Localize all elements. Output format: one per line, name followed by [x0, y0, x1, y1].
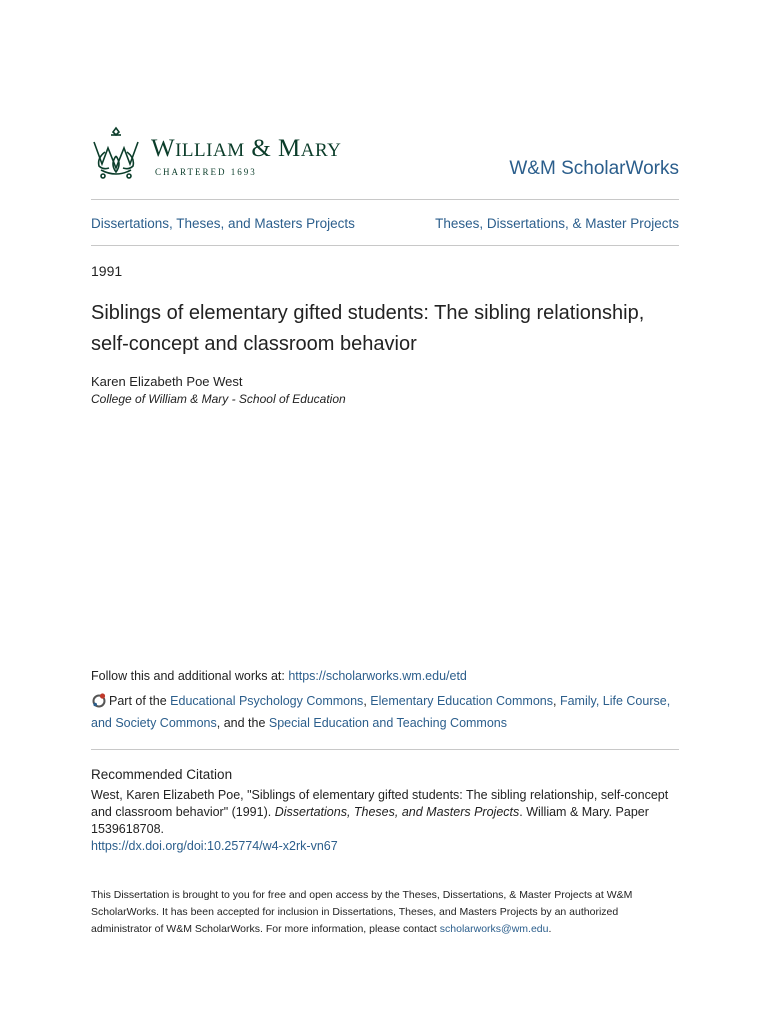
logo-wordmark: WILLIAM & MARY	[151, 135, 342, 162]
author-affiliation: College of William & Mary - School of Education	[91, 392, 346, 406]
divider-breadcrumb	[91, 245, 679, 246]
commons-link-educational-psychology[interactable]: Educational Psychology Commons	[170, 694, 364, 708]
follow-line	[91, 669, 467, 683]
breadcrumb-collection-link[interactable]: Dissertations, Theses, and Masters Projects	[91, 216, 355, 231]
william-mary-logo[interactable]	[91, 126, 371, 182]
follow-url-link[interactable]: https://scholarworks.wm.edu/etd	[288, 669, 467, 683]
footer-text: This Dissertation is brought to you for free and open access by the Theses, Dissertations, & Master Projects at W&M ScholarWorks. It has been accepted for inclusion in Dissertations, Theses, and Masters Projects by an authorized administrator of W&M ScholarWorks. For more information, please contact	[91, 889, 633, 935]
site-name-link[interactable]: W&M ScholarWorks	[509, 158, 679, 179]
citation-text-end: . William & Mary. Paper 1539618708.	[91, 805, 649, 836]
commons-separator: ,	[363, 694, 371, 708]
citation-doi-link[interactable]: https://dx.doi.org/doi:10.25774/w4-x2rk-vn67	[91, 839, 338, 853]
citation-series: Dissertations, Theses, and Masters Projects	[274, 805, 520, 819]
contact-email-link[interactable]: scholarworks@wm.edu	[439, 923, 549, 935]
commons-link-special-education[interactable]: Special Education and Teaching Commons	[268, 716, 508, 730]
cover-page	[91, 0, 679, 1024]
document-title: Siblings of elementary gifted students: The sibling relationship, self-concept and classroom behavior	[91, 302, 645, 355]
commons-separator: , and the	[216, 716, 269, 730]
part-of-prefix: Part of the	[109, 694, 171, 708]
footer-end: .	[548, 923, 552, 935]
divider-top	[91, 199, 679, 200]
logo-charter-text: CHARTERED 1693	[155, 167, 257, 177]
commons-separator: ,	[553, 694, 560, 708]
bepress-network-icon	[91, 692, 107, 708]
citation-heading: Recommended Citation	[91, 767, 233, 782]
follow-prefix: Follow this and additional works at:	[91, 669, 289, 683]
citation-text-start: West, Karen Elizabeth Poe, "Siblings of elementary gifted students: The sibling relationship, self-concept and classroom behavior" (1991).	[91, 788, 669, 819]
commons-link-family-life-course[interactable]: Family, Life Course, and Society Commons	[91, 694, 671, 730]
publication-year: 1991	[91, 263, 123, 279]
footer-statement	[91, 887, 679, 938]
breadcrumb-parent-link[interactable]: Theses, Dissertations, & Master Projects	[435, 216, 679, 231]
citation-body	[91, 787, 679, 855]
author-name: Karen Elizabeth Poe West	[91, 374, 243, 389]
part-of-commons	[91, 690, 679, 734]
wm-cypher-logo-icon	[91, 126, 141, 182]
divider-citation	[91, 749, 679, 750]
commons-link-elementary-education[interactable]: Elementary Education Commons	[370, 694, 553, 708]
